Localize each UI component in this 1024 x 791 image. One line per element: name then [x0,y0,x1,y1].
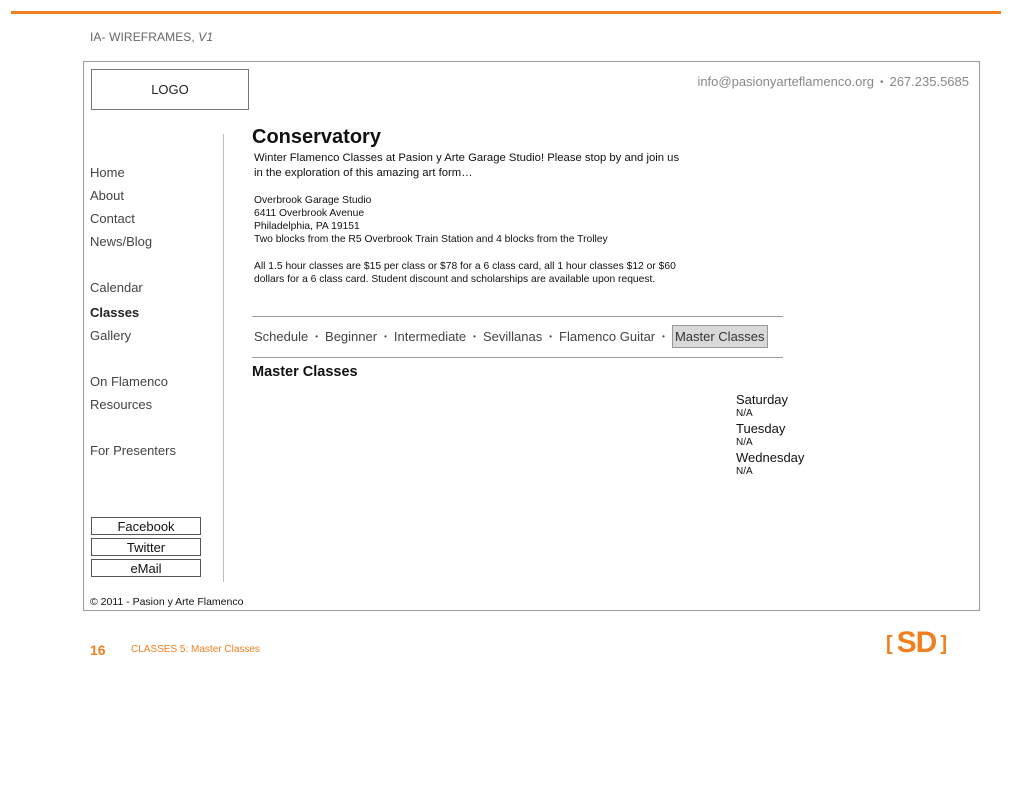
logo-placeholder[interactable] [91,69,249,110]
tab-separator: • [384,331,387,341]
header-email-link[interactable]: info@pasionyarteflamenco.org [697,74,874,89]
email-button[interactable] [91,559,201,577]
page-title: Conservatory [252,126,381,148]
class-tabs [254,324,768,348]
nav-item-on-flamenco[interactable]: On Flamenco [90,374,169,389]
page-number: 16 [90,642,106,658]
nav-item-news-blog[interactable]: News/Blog [90,234,153,249]
nav-item-gallery[interactable]: Gallery [90,328,132,343]
brand-mark [886,626,947,660]
nav-item-contact[interactable]: Contact [90,211,135,226]
header-contact [697,74,969,89]
header-phone: 267.235.5685 [889,74,969,89]
logo-label: LOGO [151,82,189,97]
schedule-value: N/A [736,437,753,448]
twitter-button-label: Twitter [126,539,166,555]
header-separator: • [879,77,884,88]
address-street: 6411 Overbrook Avenue [254,208,365,219]
pricing-text: All 1.5 hour classes are $15 per class or $78 for a 6 class card, all 1 hour classes $12 or $60 dollars for a 6 class card. Student discount and scholarships are available upon request. [254,261,676,285]
tab-separator: • [315,331,319,341]
facebook-button[interactable] [91,517,201,535]
brand-initials: SD [896,626,937,659]
schedule-value: N/A [736,466,753,477]
nav-item-resources[interactable]: Resources [90,397,153,412]
tab-separator: • [473,331,476,341]
nav-item-about[interactable]: About [90,188,124,203]
facebook-button-label: Facebook [117,518,175,534]
class-schedule [736,392,804,479]
document-version: V1 [198,30,214,44]
nav-item-classes[interactable]: Classes [90,305,140,320]
page-label: CLASSES 5: Master Classes [131,644,260,655]
wireframe-page [83,61,980,611]
tab-master-classes[interactable]: Master Classes [672,325,768,348]
studio-address [254,194,684,246]
schedule-day: Wednesday [736,450,805,465]
brand-bracket-close: ] [940,633,948,655]
address-city: Philadelphia, PA 19151 [254,221,360,232]
brand-bracket-open: [ [886,633,893,655]
tab-schedule[interactable]: Schedule [254,328,309,344]
twitter-button[interactable] [91,538,201,556]
address-directions: Two blocks from the R5 Overbrook Train Station and 4 blocks from the Trolley [254,234,608,245]
section-title: Master Classes [252,364,358,380]
schedule-day: Saturday [736,392,789,407]
sidebar-divider [223,134,224,582]
nav-item-home[interactable]: Home [90,165,125,180]
document-title-text: IA- WIREFRAMES, [90,30,195,44]
tabs-bottom-divider [252,357,783,358]
nav-item-for-presenters[interactable]: For Presenters [90,443,176,458]
email-button-label: eMail [130,560,162,576]
document-title [90,30,213,44]
address-name: Overbrook Garage Studio [254,195,372,206]
tabs-top-divider [252,316,783,317]
nav-item-calendar[interactable]: Calendar [90,280,143,295]
tab-separator: • [662,331,665,341]
tab-beginner[interactable]: Beginner [325,328,378,344]
top-accent-rule [11,11,1001,14]
tab-separator: • [549,331,553,341]
schedule-day: Tuesday [736,421,786,436]
intro-text: Winter Flamenco Classes at Pasion y Arte Garage Studio! Please stop by and join us in the exploration of this amazing art form… [254,152,680,179]
copyright: © 2011 - Pasion y Arte Flamenco [90,596,244,608]
schedule-value: N/A [736,408,753,419]
tab-sevillanas[interactable]: Sevillanas [482,328,543,344]
tab-intermediate[interactable]: Intermediate [393,328,467,344]
tab-flamenco-guitar[interactable]: Flamenco Guitar [559,328,656,344]
